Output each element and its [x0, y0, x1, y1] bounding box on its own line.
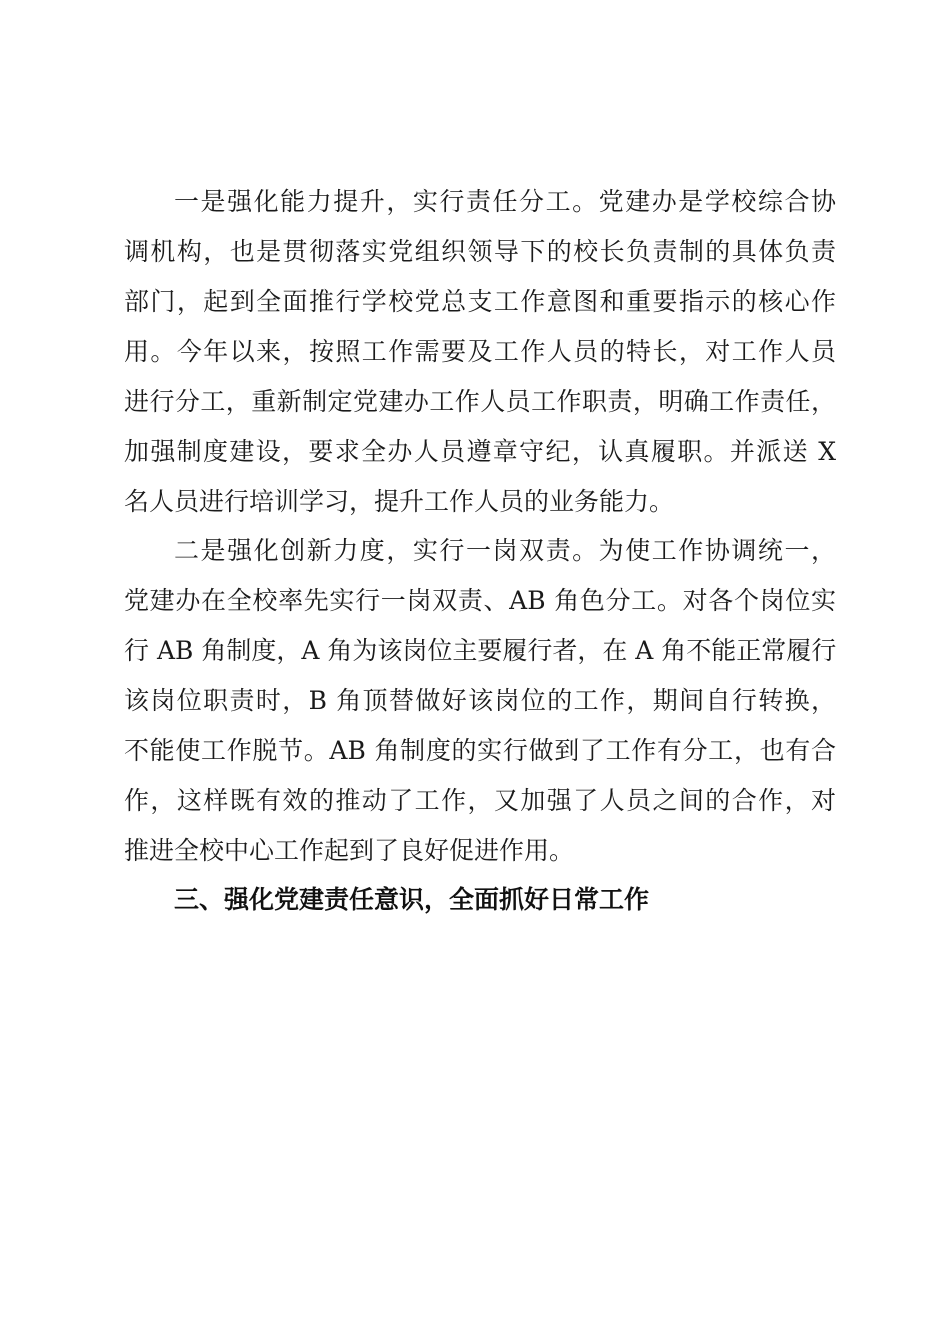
paragraph-line: 进行分工，重新制定党建办工作人员工作职责，明确工作责任， — [124, 387, 836, 416]
paragraph-line: 该岗位职责时，B 角顶替做好该岗位的工作，期间自行转换， — [124, 686, 836, 715]
paragraph-line: 不能使工作脱节。AB 角制度的实行做到了工作有分工，也有合 — [124, 736, 836, 765]
paragraph-line: 一是强化能力提升，实行责任分工。党建办是学校综合协 — [174, 187, 836, 216]
paragraph-line: 行 AB 角制度，A 角为该岗位主要履行者，在 A 角不能正常履行 — [124, 636, 837, 665]
paragraph-line: 名人员进行培训学习，提升工作人员的业务能力。 — [124, 487, 675, 516]
paragraph-line: 党建办在全校率先实行一岗双责、AB 角色分工。对各个岗位实 — [124, 586, 836, 615]
paragraph-line: 调机构，也是贯彻落实党组织领导下的校长负责制的具体负责 — [124, 237, 836, 266]
paragraph-line: 推进全校中心工作起到了良好促进作用。 — [124, 836, 575, 865]
section-heading: 三、强化党建责任意识，全面抓好日常工作 — [174, 885, 650, 914]
paragraph-line: 二是强化创新力度，实行一岗双责。为使工作协调统一， — [174, 536, 836, 565]
paragraph-line: 部门，起到全面推行学校党总支工作意图和重要指示的核心作 — [124, 287, 836, 316]
paragraph-line: 作，这样既有效的推动了工作，又加强了人员之间的合作，对 — [124, 786, 836, 815]
paragraph-line: 加强制度建设，要求全办人员遵章守纪，认真履职。并派送 X — [124, 437, 836, 466]
paragraph-line: 用。今年以来，按照工作需要及工作人员的特长，对工作人员 — [124, 337, 836, 366]
